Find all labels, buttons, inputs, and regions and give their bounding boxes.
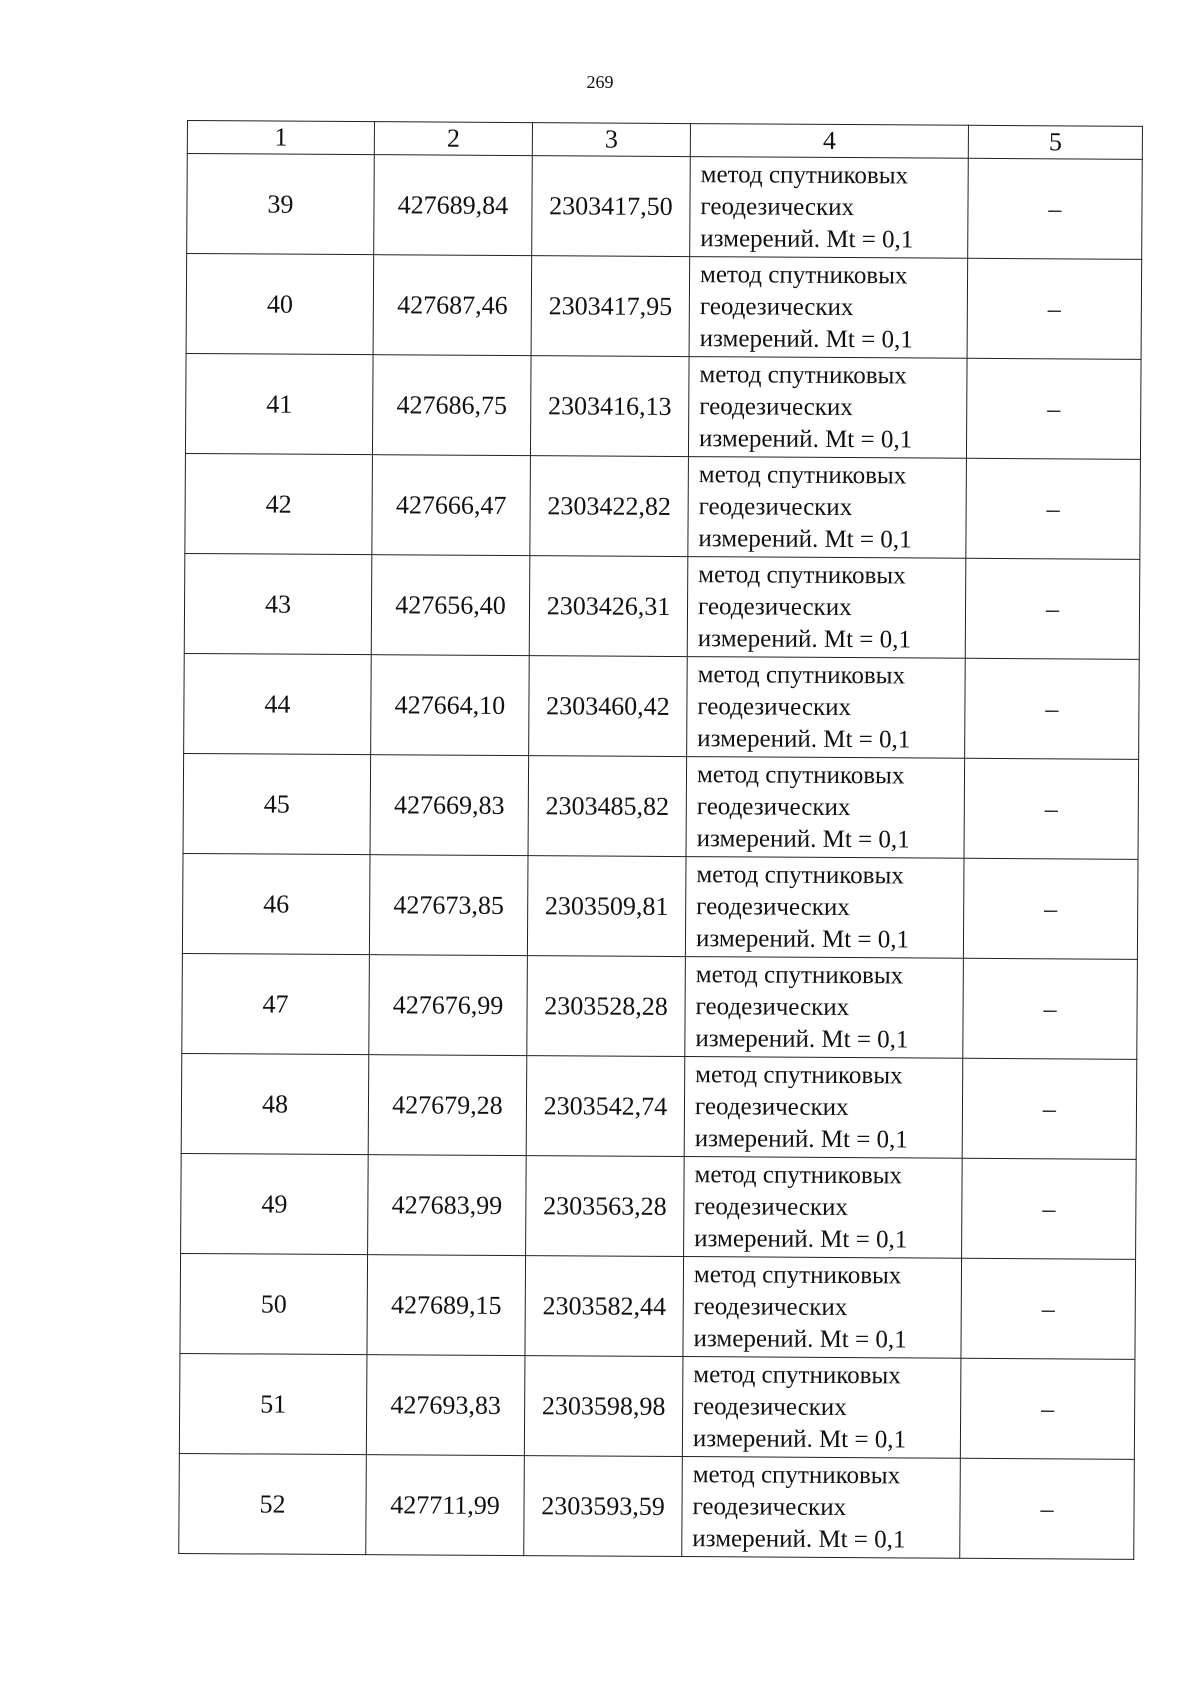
method-cell (687, 657, 966, 759)
point-number-cell: 48 (181, 1053, 369, 1154)
point-number-cell: 50 (180, 1253, 368, 1354)
y-coordinate-cell: 2303422,82 (530, 456, 689, 557)
note-cell: – (960, 1358, 1135, 1459)
method-text-line: метод спутниковых (696, 760, 905, 789)
method-text-line: геодезических (697, 692, 852, 721)
method-cell (684, 1057, 963, 1159)
table-row (180, 1253, 1136, 1359)
point-number-cell: 40 (186, 254, 374, 355)
note-cell: – (964, 758, 1139, 859)
note-cell: – (961, 1258, 1136, 1359)
point-number-cell: 41 (185, 353, 373, 454)
method-text-line: метод спутниковых (698, 460, 907, 489)
x-coordinate-cell: 427666,47 (372, 455, 531, 556)
method-text-line: геодезических (694, 1192, 849, 1221)
table-row (179, 1353, 1135, 1459)
x-coordinate-cell: 427669,83 (370, 755, 529, 856)
x-coordinate-cell: 427686,75 (372, 355, 531, 456)
method-text-line: геодезических (699, 292, 854, 321)
x-coordinate-cell: 427676,99 (369, 955, 528, 1056)
note-cell: – (963, 858, 1138, 959)
method-text-line: метод спутниковых (694, 1160, 903, 1189)
method-text-line: метод спутниковых (696, 860, 904, 889)
method-text-line: измерений. Mt = 0,1 (700, 224, 914, 253)
table-row (185, 453, 1141, 559)
method-cell (688, 457, 967, 559)
note-cell: – (965, 558, 1140, 659)
y-coordinate-cell: 2303426,31 (529, 556, 688, 657)
method-cell (682, 1457, 961, 1559)
method-cell (687, 557, 966, 659)
method-text-line: измерений. Mt = 0,1 (692, 1424, 907, 1453)
y-coordinate-cell: 2303542,74 (526, 1056, 685, 1157)
method-text-line: измерений. Mt = 0,1 (694, 1124, 908, 1153)
point-number-cell: 51 (179, 1353, 367, 1454)
method-text-line: измерений. Mt = 0,1 (692, 1524, 906, 1553)
table-row (182, 853, 1138, 959)
table-row (186, 254, 1142, 360)
point-number-cell: 43 (184, 553, 372, 654)
method-cell (690, 157, 969, 259)
column-header-2: 2 (374, 122, 532, 156)
method-text-line: измерений. Mt = 0,1 (697, 624, 912, 653)
y-coordinate-cell: 2303416,13 (530, 356, 689, 457)
point-number-cell: 46 (182, 853, 370, 954)
method-cell (686, 757, 965, 859)
y-coordinate-cell: 2303582,44 (525, 1256, 684, 1357)
method-text-line: геодезических (693, 1392, 847, 1421)
method-text-line: геодезических (696, 892, 850, 921)
x-coordinate-cell: 427664,10 (371, 655, 530, 756)
table-row (185, 353, 1141, 459)
method-text-line: метод спутниковых (693, 1260, 902, 1289)
x-coordinate-cell: 427689,15 (367, 1255, 526, 1356)
method-cell (685, 857, 964, 959)
method-text-line: метод спутниковых (695, 960, 904, 989)
x-coordinate-cell: 427683,99 (368, 1155, 527, 1256)
note-cell: – (968, 158, 1143, 259)
y-coordinate-cell: 2303417,95 (531, 256, 690, 357)
method-text-line: измерений. Mt = 0,1 (693, 1324, 907, 1353)
point-number-cell: 39 (187, 154, 375, 255)
method-text-line: геодезических (697, 592, 852, 621)
table-row (184, 553, 1140, 659)
x-coordinate-cell: 427673,85 (369, 855, 528, 956)
note-cell: – (963, 958, 1138, 1059)
y-coordinate-cell: 2303598,98 (524, 1356, 683, 1457)
method-text-line: метод спутниковых (693, 1360, 901, 1389)
point-number-cell: 44 (184, 653, 372, 754)
point-number-cell: 47 (182, 953, 370, 1054)
y-coordinate-cell: 2303460,42 (529, 656, 688, 757)
x-coordinate-cell: 427693,83 (366, 1355, 525, 1456)
method-text-line: метод спутниковых (697, 660, 906, 689)
column-header-1: 1 (187, 121, 374, 155)
table-body (179, 154, 1143, 1560)
method-text-line: измерений. Mt = 0,1 (696, 824, 910, 853)
column-header-4: 4 (690, 124, 968, 159)
method-cell (689, 257, 968, 359)
method-text-line: метод спутниковых (699, 360, 907, 389)
table-row (181, 1053, 1137, 1159)
y-coordinate-cell: 2303417,50 (532, 156, 691, 257)
table-row (187, 154, 1143, 260)
method-text-line: измерений. Mt = 0,1 (698, 424, 913, 453)
note-cell: – (962, 1158, 1137, 1259)
note-cell: – (962, 1058, 1137, 1159)
method-text-line: метод спутниковых (700, 160, 909, 189)
table-row (181, 1153, 1137, 1259)
method-cell (684, 1157, 963, 1259)
method-text-line: геодезических (692, 1492, 847, 1521)
method-text-line: измерений. Mt = 0,1 (695, 1024, 909, 1053)
method-text-line: геодезических (696, 792, 851, 821)
point-number-cell: 45 (183, 753, 371, 854)
method-text-line: метод спутниковых (698, 560, 906, 589)
y-coordinate-cell: 2303563,28 (526, 1156, 685, 1257)
method-text-line: измерений. Mt = 0,1 (698, 524, 912, 553)
coordinates-table (178, 120, 1143, 1560)
x-coordinate-cell: 427687,46 (373, 255, 532, 356)
method-text-line: геодезических (700, 192, 855, 221)
y-coordinate-cell: 2303485,82 (528, 756, 687, 857)
method-text-line: метод спутниковых (695, 1060, 903, 1089)
column-header-5: 5 (968, 125, 1142, 159)
y-coordinate-cell: 2303509,81 (527, 856, 686, 957)
method-text-line: геодезических (699, 392, 853, 421)
method-text-line: геодезических (693, 1292, 848, 1321)
method-text-line: измерений. Mt = 0,1 (699, 324, 913, 353)
method-cell (685, 957, 964, 1059)
method-cell (682, 1357, 961, 1459)
table-row (179, 1453, 1135, 1559)
x-coordinate-cell: 427711,99 (366, 1455, 525, 1556)
y-coordinate-cell: 2303593,59 (524, 1456, 683, 1557)
note-cell: – (966, 358, 1141, 459)
note-cell: – (966, 458, 1141, 559)
point-number-cell: 49 (181, 1153, 369, 1254)
table-row (182, 953, 1138, 1059)
method-text-line: метод спутниковых (692, 1460, 901, 1489)
method-text-line: геодезических (695, 992, 850, 1021)
note-cell: – (965, 658, 1140, 759)
point-number-cell: 42 (185, 453, 373, 554)
column-header-3: 3 (532, 123, 690, 157)
x-coordinate-cell: 427656,40 (371, 555, 530, 656)
table-row (183, 753, 1139, 859)
method-cell (683, 1257, 962, 1359)
method-text-line: измерений. Mt = 0,1 (694, 1224, 908, 1253)
method-cell (688, 357, 967, 459)
page-number: 269 (586, 72, 614, 92)
table-row (184, 653, 1140, 759)
note-cell: – (967, 258, 1142, 359)
note-cell: – (960, 1458, 1135, 1559)
x-coordinate-cell: 427689,84 (374, 155, 533, 256)
method-text-line: измерений. Mt = 0,1 (695, 924, 910, 953)
method-text-line: геодезических (694, 1092, 849, 1121)
point-number-cell: 52 (179, 1453, 367, 1554)
method-text-line: измерений. Mt = 0,1 (697, 724, 911, 753)
y-coordinate-cell: 2303528,28 (527, 956, 686, 1057)
method-text-line: геодезических (698, 492, 853, 521)
x-coordinate-cell: 427679,28 (368, 1055, 527, 1156)
method-text-line: метод спутниковых (699, 260, 908, 289)
